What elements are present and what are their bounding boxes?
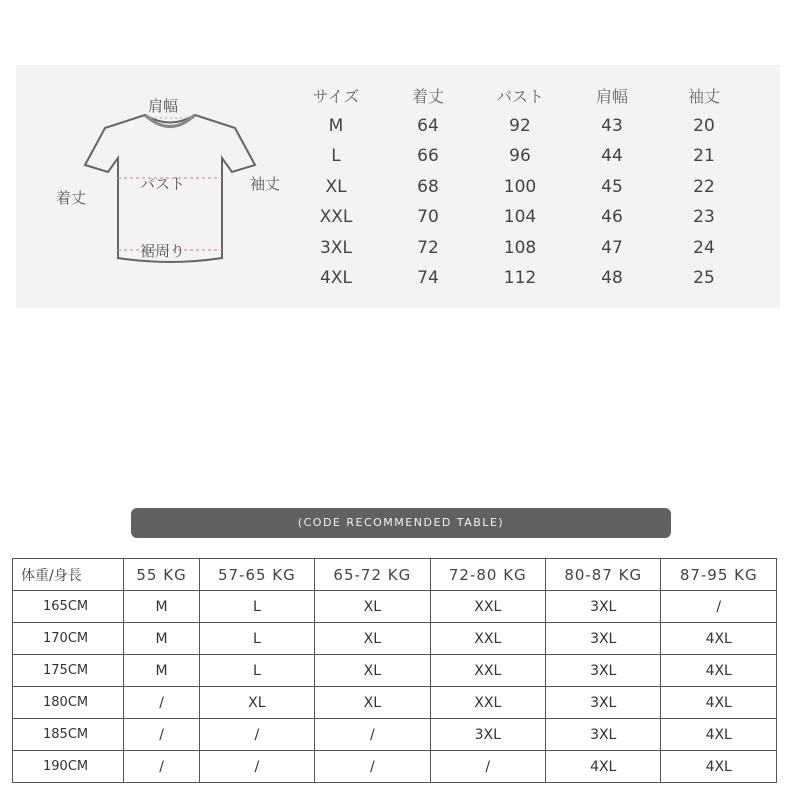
table-cell: 46 [601,207,623,228]
table-cell: 72 [417,237,439,258]
header-cell: 袖丈 [687,86,720,106]
tshirt-diagram [50,90,300,280]
table-cell: 3XL [430,719,545,751]
height-cell: 180CM [13,687,124,719]
header-cell: 55 KG [124,559,199,591]
height-cell: 190CM [13,751,124,783]
table-cell: 21 [693,146,715,167]
table-cell: L [199,623,314,655]
table-cell: 3XL [546,687,661,719]
header-cell: 72-80 KG [430,559,545,591]
table-row [13,591,777,623]
table-cell: 24 [693,237,715,258]
table-cell: 104 [503,207,537,228]
table-cell: 64 [417,115,439,136]
table-cell: 22 [693,176,715,197]
table-cell: 3XL [546,591,661,623]
table-row [13,623,777,655]
table-cell: 4XL [320,268,352,289]
length-label: 着丈 [56,189,87,207]
table-cell: 25 [693,268,715,289]
table-cell: L [331,146,341,167]
recommend-table [12,558,777,783]
table-cell: L [199,655,314,687]
recommended-table-banner: (CODE RECOMMENDED TABLE) [131,508,671,538]
table-cell: 4XL [661,655,777,687]
table-cell: / [430,751,545,783]
table-row [290,172,750,203]
table-cell: 43 [601,115,623,136]
header-cell: サイズ [312,86,360,106]
header-cell: 65-72 KG [315,559,430,591]
table-cell: / [199,751,314,783]
shoulder-label: 肩幅 [148,97,179,115]
table-cell: / [315,719,430,751]
table-cell: L [199,591,314,623]
height-cell: 175CM [13,655,124,687]
table-cell: XL [199,687,314,719]
table-cell: 70 [417,207,439,228]
table-cell: 48 [601,268,623,289]
table-cell: 3XL [546,655,661,687]
table-row [290,202,750,233]
table-row [290,141,750,172]
table-cell: XXL [430,591,545,623]
header-cell: 体重/身長 [13,559,124,591]
table-row [290,111,750,142]
table-row [13,655,777,687]
table-cell: / [124,719,199,751]
height-cell: 165CM [13,591,124,623]
table-cell: 4XL [661,719,777,751]
table-cell: 4XL [661,623,777,655]
table-cell: 4XL [661,687,777,719]
table-cell: 68 [417,176,439,197]
table-row [13,719,777,751]
table-cell: / [199,719,314,751]
header-cell: 肩幅 [595,86,628,106]
header-cell: 着丈 [411,86,444,106]
table-cell: 112 [503,268,537,289]
table-cell: M [124,623,199,655]
table-cell: 3XL [546,623,661,655]
header-cell: 87-95 KG [661,559,777,591]
header-cell: 80-87 KG [546,559,661,591]
recommend-table-header [13,559,777,591]
table-cell: M [328,115,344,136]
table-cell: XL [315,591,430,623]
table-cell: 4XL [661,751,777,783]
table-cell: XXL [430,687,545,719]
table-cell: 74 [417,268,439,289]
height-cell: 185CM [13,719,124,751]
table-cell: XXL [430,655,545,687]
table-cell: XXL [319,207,353,228]
table-cell: 3XL [320,237,352,258]
table-row [290,233,750,264]
table-cell: M [124,655,199,687]
table-row [13,751,777,783]
table-cell: / [124,687,199,719]
table-cell: / [661,591,777,623]
table-cell: 44 [601,146,623,167]
table-cell: / [315,751,430,783]
table-cell: / [124,751,199,783]
table-cell: XXL [430,623,545,655]
header-cell: バスト [495,86,544,106]
height-cell: 170CM [13,623,124,655]
table-cell: XL [315,623,430,655]
table-cell: 20 [693,115,715,136]
table-cell: 108 [503,237,537,258]
hem-label: 裾周り [140,242,186,260]
table-cell: 45 [601,176,623,197]
sleeve-label: 袖丈 [250,175,281,193]
table-cell: 100 [503,176,537,197]
table-cell: XL [315,655,430,687]
table-cell: M [124,591,199,623]
table-cell: 4XL [546,751,661,783]
table-cell: XL [325,176,347,197]
size-table-header [290,80,750,111]
size-table [290,80,750,294]
table-cell: 96 [509,146,531,167]
table-cell: 92 [509,115,531,136]
bust-label: バスト [140,175,186,193]
table-cell: 66 [417,146,439,167]
table-row [13,687,777,719]
table-cell: 23 [693,207,715,228]
table-cell: 3XL [546,719,661,751]
table-cell: XL [315,687,430,719]
header-cell: 57-65 KG [199,559,314,591]
table-row [290,263,750,294]
table-cell: 47 [601,237,623,258]
